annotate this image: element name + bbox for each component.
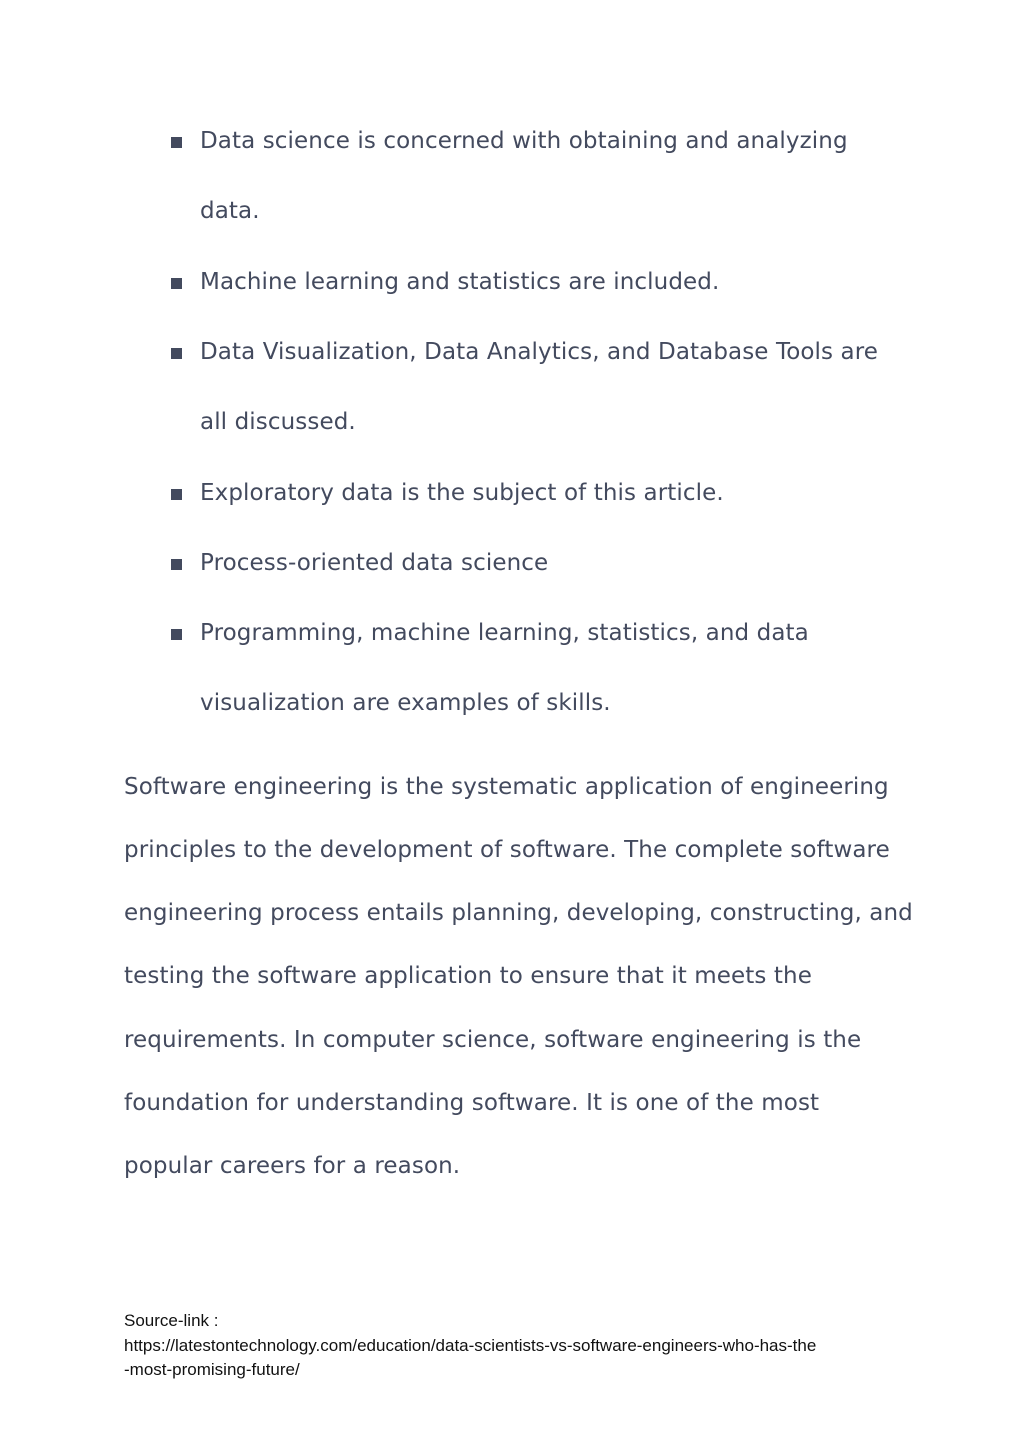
paragraph-line: foundation for understanding software. It is one of the most <box>124 1090 820 1116</box>
bullet-text: Exploratory data is the subject of this article. <box>200 480 724 506</box>
bullet-text: visualization are examples of skills. <box>200 690 611 716</box>
square-bullet-icon <box>171 278 182 289</box>
bullet-text: Data Visualization, Data Analytics, and Database Tools are <box>200 339 879 365</box>
bullet-text: Process-oriented data science <box>200 550 549 576</box>
square-bullet-icon <box>171 137 182 148</box>
source-url-line: -most-promising-future/ <box>124 1360 300 1379</box>
paragraph-line: engineering process entails planning, developing, constructing, and <box>124 900 913 926</box>
bullet-text: all discussed. <box>200 409 356 435</box>
paragraph-line: Software engineering is the systematic application of engineering <box>124 774 889 800</box>
bullet-text: Data science is concerned with obtaining and analyzing <box>200 128 848 154</box>
bullet-text: Machine learning and statistics are included. <box>200 269 720 295</box>
paragraph-line: requirements. In computer science, software engineering is the <box>124 1027 862 1053</box>
bullet-text: Programming, machine learning, statistics, and data <box>200 620 809 646</box>
source-label: Source-link : <box>124 1311 219 1330</box>
square-bullet-icon <box>171 629 182 640</box>
square-bullet-icon <box>171 348 182 359</box>
square-bullet-icon <box>171 489 182 500</box>
bullet-text: data. <box>200 198 260 224</box>
paragraph-line: testing the software application to ensure that it meets the <box>124 963 812 989</box>
paragraph-line: popular careers for a reason. <box>124 1153 461 1179</box>
square-bullet-icon <box>171 559 182 570</box>
paragraph-line: principles to the development of software. The complete software <box>124 837 890 863</box>
source-url-line: https://latestontechnology.com/education/data-scientists-vs-software-engineers-who-has-the <box>124 1336 817 1355</box>
